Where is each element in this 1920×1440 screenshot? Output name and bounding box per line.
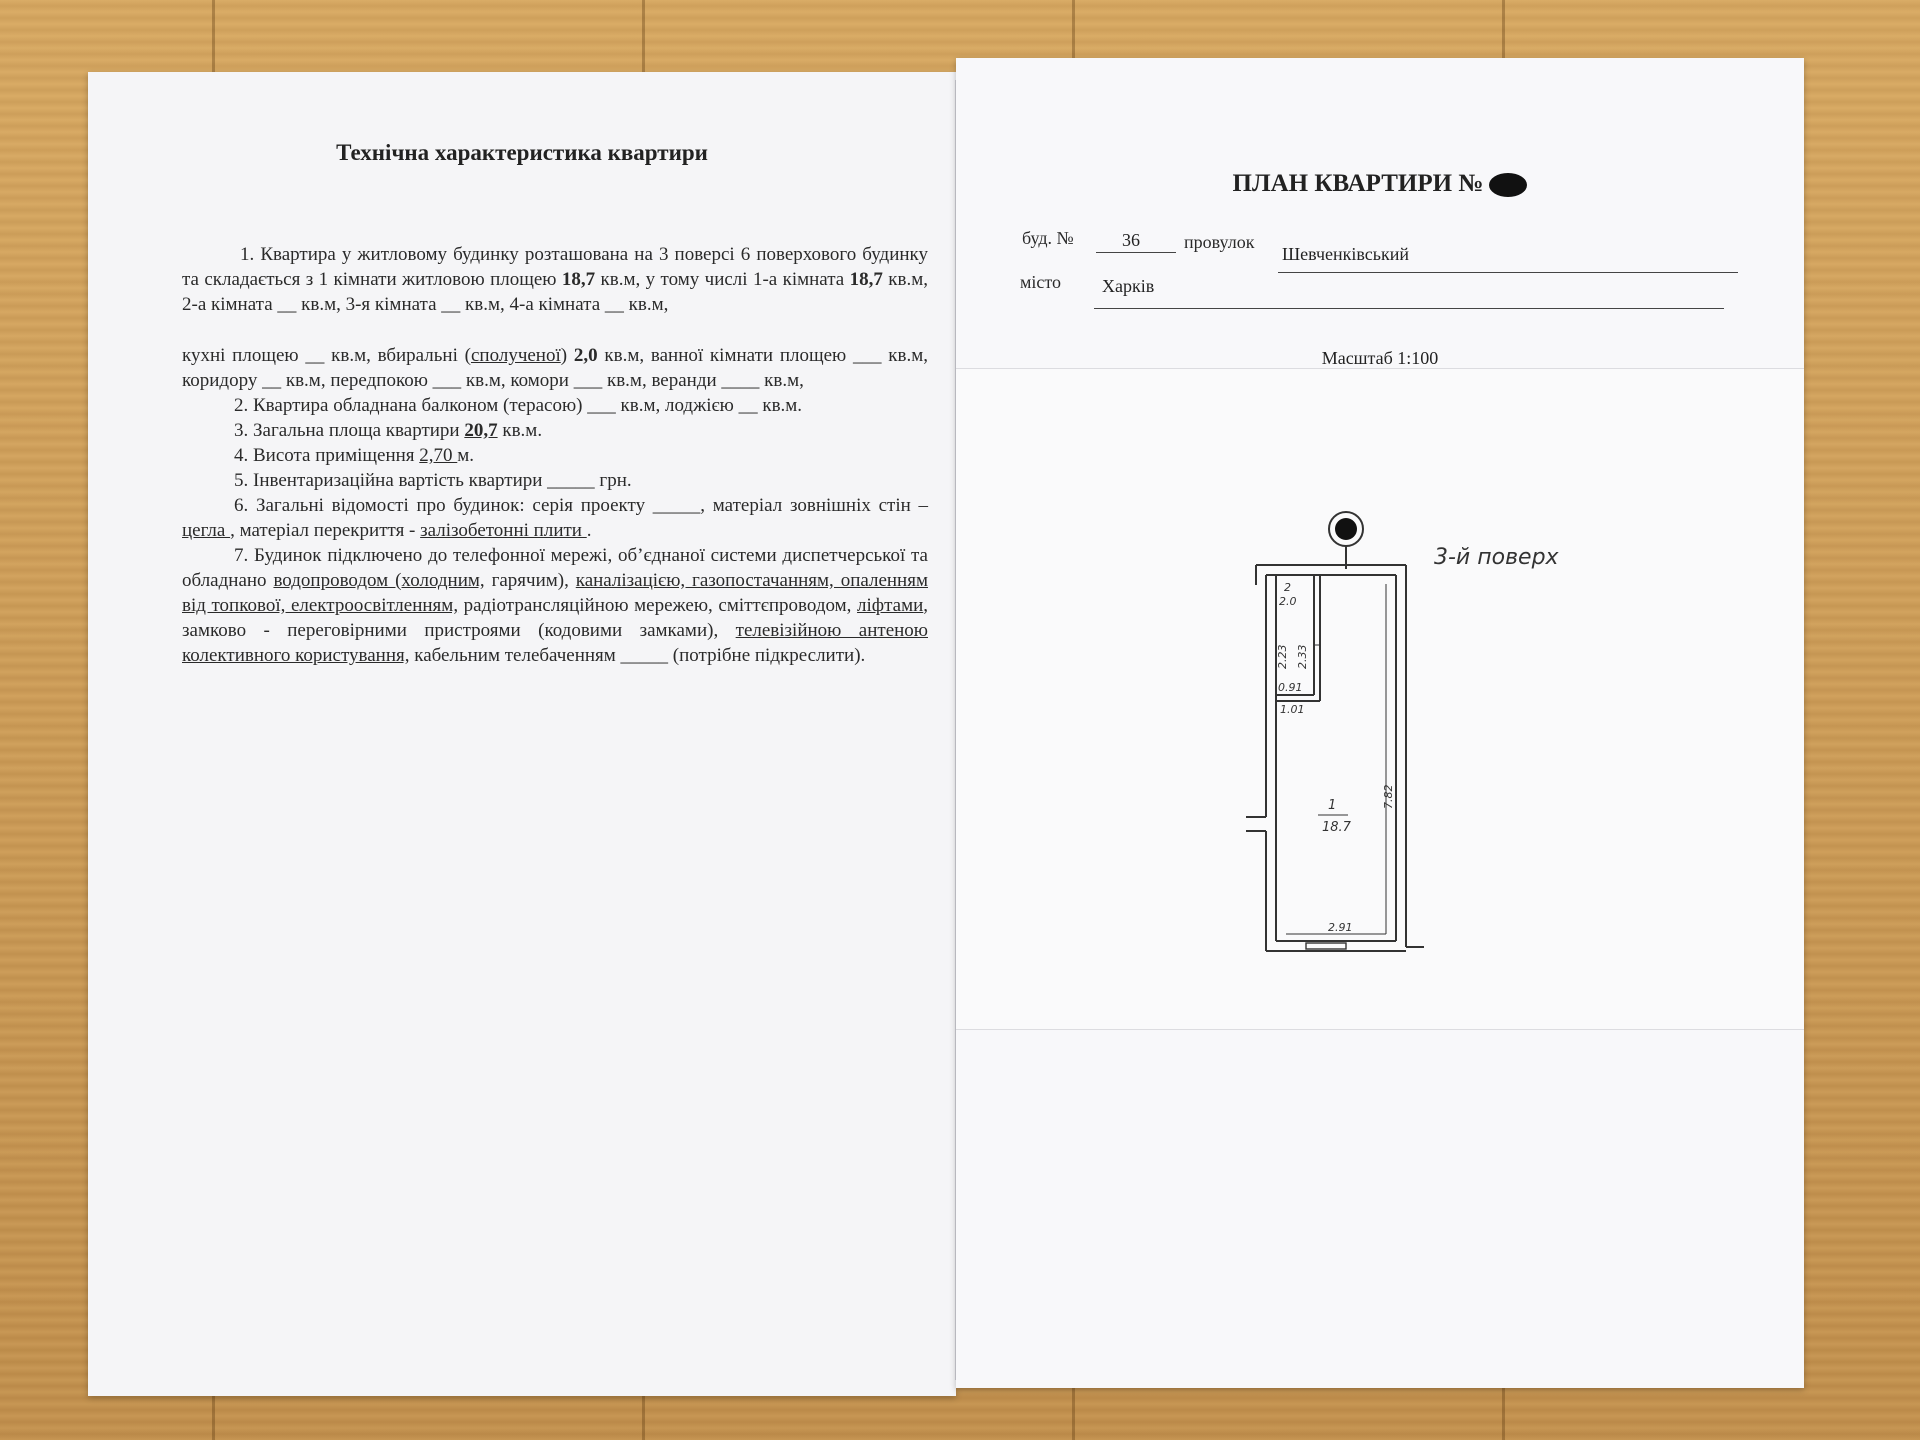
characteristics-body [182, 242, 928, 668]
city-line [1094, 308, 1724, 309]
room2-number: 2 [1284, 581, 1291, 594]
room-width: 2.91 [1328, 921, 1353, 934]
room2-area: 2.0 [1279, 595, 1297, 608]
item-1: 1. Квартира у житловому будинку розташована на 3 поверсі 6 поверхового будинку та складається з 1 кімнати житловою площею 18,7 кв.м, у тому числі 1-а кімната 18,7 кв.м, 2-а кімната __ кв.м, 3-я кімната __ кв.м, 4-а кімната __ кв.м, [182, 244, 928, 315]
street-type-label: провулок [1184, 232, 1255, 252]
wc-depth-2: 2.33 [1296, 644, 1309, 669]
wc-width: 0.91 [1278, 681, 1303, 694]
item-1-cont: кухні площею __ кв.м, вбиральні (сполученої) 2,0 кв.м, ванної кімнати площею ___ кв.м, коридору __ кв.м, передпокою ___ кв.м, комори ___ кв.м, веранди ____ кв.м, [182, 345, 928, 391]
building-line [1096, 252, 1176, 253]
building-label: буд. № [1022, 228, 1074, 248]
street-name: Шевченківський [1282, 244, 1409, 264]
floor-note: 3-й поверх [1434, 545, 1559, 570]
wc-depth: 2.23 [1276, 644, 1289, 669]
plan-title: ПЛАН КВАРТИРИ № [956, 170, 1804, 198]
item-4: 4. Висота приміщення 2,70 м. [234, 445, 475, 466]
city-label: місто [1020, 272, 1062, 292]
item-2: 2. Квартира обладнана балконом (терасою) ___ кв.м, лоджією __ кв.м. [234, 395, 803, 416]
left-page [88, 72, 956, 1396]
city-name: Харків [1102, 276, 1155, 296]
item-5: 5. Інвентаризаційна вартість квартири _____ грн. [234, 470, 632, 491]
page-title: Технічна характеристика квартири [336, 140, 708, 165]
building-number: 36 [1122, 230, 1140, 250]
room1-number: 1 [1328, 798, 1337, 813]
floor-plan [956, 369, 1804, 1029]
right-page [956, 58, 1804, 1388]
room-length: 7.82 [1382, 784, 1395, 809]
scale-label: Масштаб 1:100 [1321, 348, 1439, 368]
redaction-mark [1489, 173, 1527, 197]
item-7: 7. Будинок підключено до телефонної мережі, об’єднаної системи диспетчерської та обладнано водопроводом (холодним, гарячим), каналізацією, газопостачанням, опаленням від топкової, електроосвітленням, радіотрансляційною мережею, сміттєпроводом, ліфтами, замково - переговірними пристроями (кодовими замками), телевізійною антеною колективного користування, кабельним телебаченням _____ (потрібне підкреслити). [182, 545, 929, 666]
plan-insert [956, 368, 1804, 1030]
wc-width-2: 1.01 [1280, 703, 1305, 716]
item-3: 3. Загальна площа квартири 20,7 кв.м. [234, 420, 543, 441]
street-line [1278, 272, 1738, 273]
item-6: 6. Загальні відомості про будинок: серія проекту _____, матеріал зовнішніх стін – цегла , матеріал перекриття - залізобетонні плити . [182, 495, 928, 541]
room1-area: 18.7 [1322, 820, 1351, 835]
